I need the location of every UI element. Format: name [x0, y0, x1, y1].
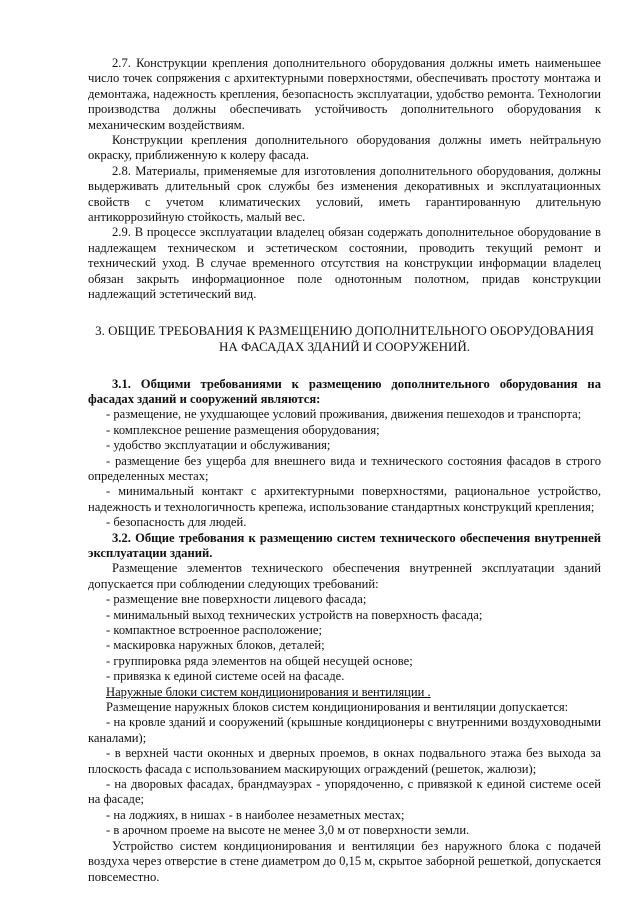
section-3-1-title: 3.1. Общими требованиями к размещению дополнительного оборудования на фасадах зданий и сооружений являются:: [88, 376, 601, 406]
ac-intro: Размещение наружных блоков систем кондиционирования и вентиляции допускается:: [106, 700, 569, 715]
list-item: - на лоджиях, в нишах - в наиболее незаметных местах;: [106, 807, 405, 822]
final-paragraph: Устройство систем кондиционирования и вентиляции без наружного блока с подачей воздуха через отверстие в стене диаметром до 0,15 м, скрытое заборной решеткой, допускается повсеместно.: [88, 838, 601, 884]
paragraph-2-9: 2.9. В процессе эксплуатации владелец обязан содержать дополнительное оборудование в надлежащем техническом и эстетическом состоянии, проводить текущий ремонт и технический уход. В случае временного отсутствия на конструкции информации владелец обязан закрыть информационное поле однотонным полотном, придав конструкции надлежащий эстетический вид.: [88, 225, 601, 302]
list-item: - комплексное решение размещения оборудования;: [106, 422, 380, 437]
list-item: - минимальный контакт с архитектурными поверхностями, рациональное устройство, надежность и технологичность крепежа, использование стандартных конструкций крепления;: [88, 484, 601, 514]
list-item: - на дворовых фасадах, брандмауэрах - упорядоченно, с привязкой к единой системе осей на фасаде;: [88, 777, 601, 807]
ac-subtitle-text: Наружные блоки систем кондиционирования и вентиляции .: [106, 684, 431, 699]
paragraph-2-7-color: Конструкции крепления дополнительного оборудования должны иметь нейтральную окраску, приближенную к колеру фасада.: [88, 133, 601, 163]
list-item: - размещение вне поверхности лицевого фасада;: [106, 592, 367, 607]
section-3-heading-line2: НА ФАСАДАХ ЗДАНИЙ И СООРУЖЕНИЙ.: [218, 338, 471, 354]
list-item: - размещение, не ухудшающее условий проживания, движения пешеходов и транспорта;: [106, 407, 582, 422]
list-item: - безопасность для людей.: [106, 515, 247, 530]
section-3-2-title: 3.2. Общие требования к размещению систем технического обеспечения внутренней эксплуатации зданий.: [88, 530, 601, 560]
list-item: - маскировка наружных блоков, деталей;: [106, 638, 325, 653]
list-item: - компактное встроенное расположение;: [106, 623, 322, 637]
section-3-heading-line1: 3. ОБЩИЕ ТРЕБОВАНИЯ К РАЗМЕЩЕНИЮ ДОПОЛНИТЕЛЬНОГО ОБОРУДОВАНИЯ: [95, 322, 594, 338]
section-3-heading: [88, 323, 601, 355]
list-item: - в верхней части оконных и дверных проемов, в окнах подвального этажа без выхода за плоскость фасада с использованием маскирующих ограждений (решеток, жалюзи);: [88, 746, 601, 776]
section-3-2-intro: Размещение элементов технического обеспечения внутренней эксплуатации зданий допускается при соблюдении следующих требований:: [88, 561, 601, 591]
list-item: - группировка ряда элементов на общей несущей основе;: [106, 653, 413, 668]
list-item: - минимальный выход технических устройств на поверхность фасада;: [106, 607, 483, 622]
list-item: - в арочном проеме на высоте не менее 3,0 м от поверхности земли.: [106, 823, 470, 838]
paragraph-2-7: 2.7. Конструкции крепления дополнительного оборудования должны иметь наименьшее число точек сопряжения с архитектурными поверхностями, обеспечивать простоту монтажа и демонтажа, надежность крепления, безопасность эксплуатации, удобство ремонта. Технологии производства должны обеспечивать устойчивость дополнительного оборудования к механическим воздействиям.: [88, 56, 601, 132]
list-item: - на кровле зданий и сооружений (крышные кондиционеры с внутренними воздуховодными каналами);: [88, 715, 601, 745]
list-item: - удобство эксплуатации и обслуживания;: [106, 438, 331, 453]
paragraph-2-8: 2.8. Материалы, применяемые для изготовления дополнительного оборудования, должны выдерживать длительный срок службы без изменения декоративных и эксплуатационных свойств с учетом климатических условий, иметь гарантированную длительную антикоррозийную стойкость, малый вес.: [88, 163, 601, 225]
ac-subtitle: [88, 685, 601, 700]
list-item: - привязка к единой системе осей на фасаде.: [106, 669, 345, 684]
document-page: [88, 56, 601, 885]
list-item: - размещение без ущерба для внешнего вида и технического состояния фасадов в строго определенных местах;: [88, 453, 601, 483]
